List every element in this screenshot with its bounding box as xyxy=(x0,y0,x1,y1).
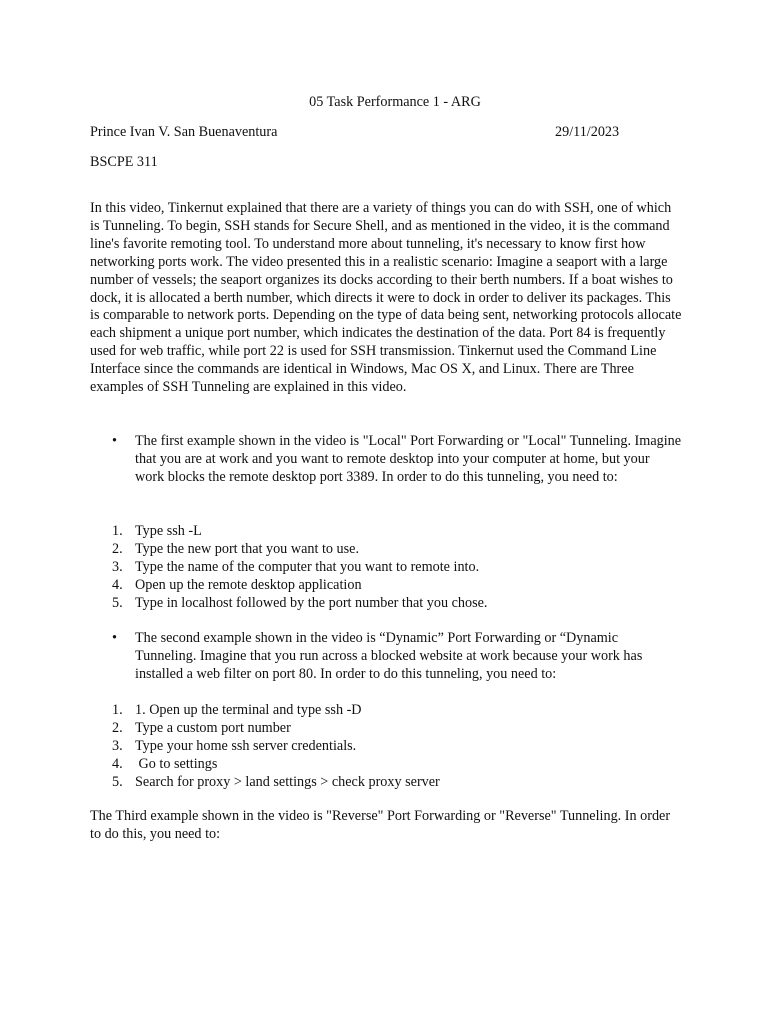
step-text: Type a custom port number xyxy=(135,719,291,736)
step-number: 1. xyxy=(112,702,123,718)
step-number: 1. xyxy=(112,523,123,539)
title-text: 05 Task Performance 1 - ARG xyxy=(309,94,481,110)
step-number: 3. xyxy=(112,558,123,575)
example-2-steps xyxy=(90,702,682,791)
step-number: 2. xyxy=(112,719,123,736)
list-item xyxy=(90,738,682,756)
closing-paragraph: The Third example shown in the video is "Reverse" Port Forwarding or "Reverse" Tunneling. In order to do this, you need to: xyxy=(90,808,671,842)
list-item xyxy=(90,523,682,541)
document-title xyxy=(0,94,768,112)
list-item xyxy=(90,756,682,774)
step-text: 1. Open up the terminal and type ssh -D xyxy=(135,702,362,718)
example-2-text: The second example shown in the video is “Dynamic” Port Forwarding or “Dynamic Tunneling. Imagine that you run across a blocked website at work because your work has installed a web filter on port 80. In order to do this tunneling, you need to: xyxy=(135,630,643,682)
example-1-steps xyxy=(90,523,682,612)
step-number: 2. xyxy=(112,540,123,557)
example-2-bullet xyxy=(90,630,682,684)
list-item xyxy=(90,774,682,792)
author-name: Prince Ivan V. San Buenaventura xyxy=(90,124,278,140)
step-text: Open up the remote desktop application xyxy=(135,576,362,593)
bullet-icon: • xyxy=(112,433,117,449)
step-text: Go to settings xyxy=(135,755,218,772)
list-item xyxy=(90,541,682,559)
step-number: 4. xyxy=(112,576,123,593)
step-number: 4. xyxy=(112,755,123,772)
step-text: Type in localhost followed by the port number that you chose. xyxy=(135,594,488,611)
intro-paragraph: In this video, Tinkernut explained that there are a variety of things you can do with SSH, one of which is Tunneling. To begin, SSH stands for Secure Shell, and as mentioned in the video, it is the command line's favorite remoting tool. To understand more about tunneling, it's necessary to know first how networking ports work. The video presented this in a realistic scenario: Imagine a seaport with a large number of vessels; the seaport organizes its docks according to their berth numbers. If a boat wishes to dock, it is allocated a berth number, which directs it were to dock in order to deliver its packages. This is comparable to network ports. Depending on the type of data being sent, networking protocols allocate each shipment a unique port number, which indicates the destination of the data. Port 84 is frequently used for web traffic, while port 22 is used for SSH transmission. Tinkernut used the Command Line Interface since the commands are identical in Windows, Mac OS X, and Linux. There are Three examples of SSH Tunneling are explained in this video. xyxy=(90,200,682,396)
step-text: Type ssh -L xyxy=(135,523,202,539)
list-item xyxy=(90,720,682,738)
example-1-text: The first example shown in the video is "Local" Port Forwarding or "Local" Tunneling. Imagine that you are at work and you want to remote desktop into your computer at home, but your work blocks the remote desktop port 3389. In order to do this tunneling, you need to: xyxy=(135,433,682,485)
list-item xyxy=(90,577,682,595)
document-date: 29/11/2023 xyxy=(555,124,620,140)
list-item xyxy=(90,559,682,577)
step-text: Search for proxy > land settings > check proxy server xyxy=(135,773,440,790)
course-code: BSCPE 311 xyxy=(90,154,158,170)
list-item xyxy=(90,595,682,613)
bullet-icon: • xyxy=(112,630,117,646)
step-number: 3. xyxy=(112,737,123,754)
list-item xyxy=(90,702,682,720)
step-text: Type your home ssh server credentials. xyxy=(135,737,357,754)
step-number: 5. xyxy=(112,773,123,790)
example-1-bullet xyxy=(90,433,682,487)
step-text: Type the new port that you want to use. xyxy=(135,540,359,557)
step-number: 5. xyxy=(112,594,123,611)
step-text: Type the name of the computer that you want to remote into. xyxy=(135,558,480,575)
